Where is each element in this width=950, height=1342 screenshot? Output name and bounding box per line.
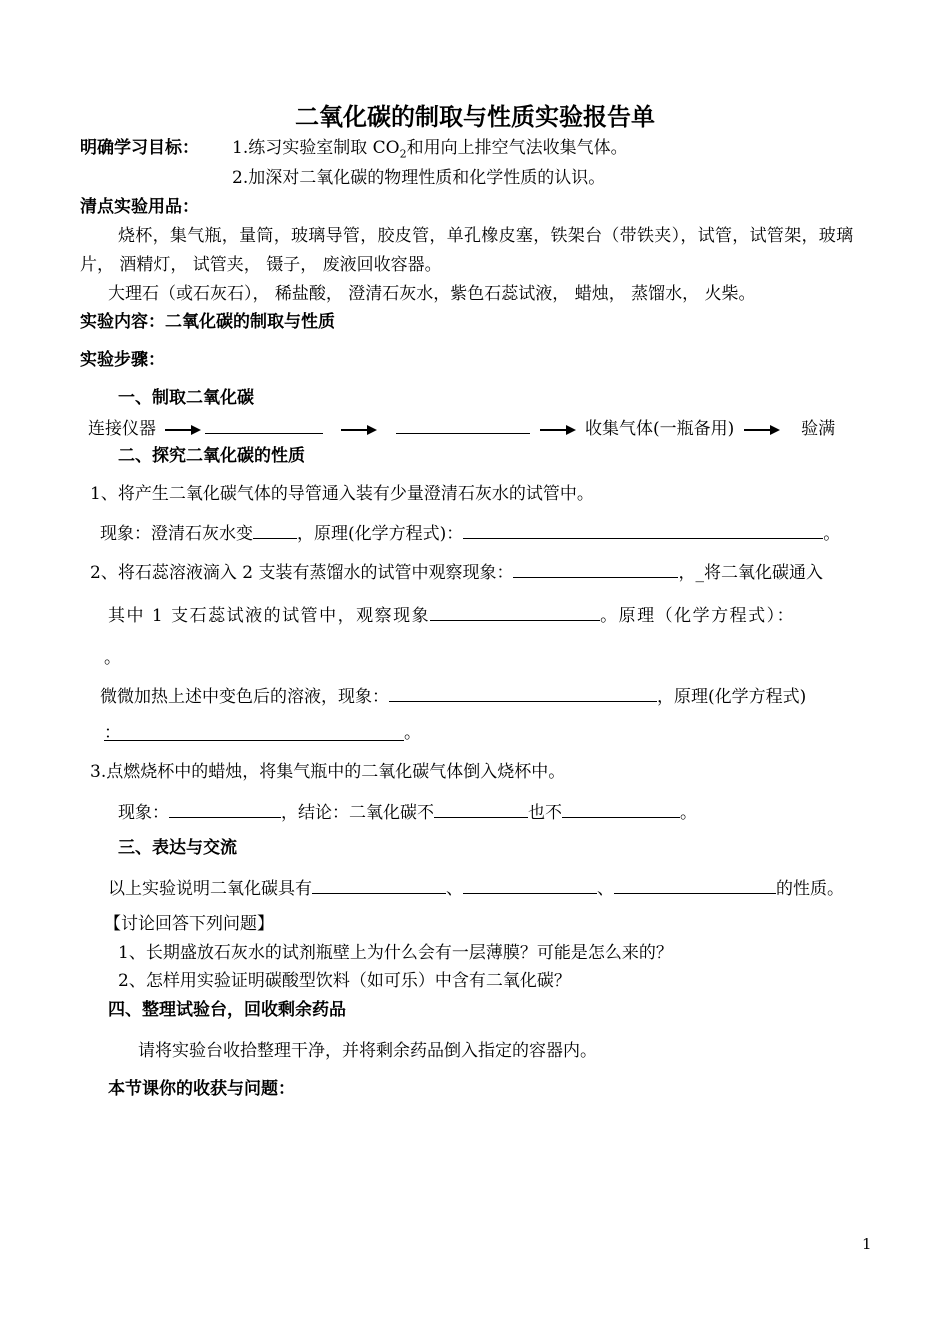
discussion-label: 【讨论回答下列问题】	[104, 914, 274, 934]
part2-q3: 3.点燃烧杯中的蜡烛，将集气瓶中的二氧化碳气体倒入烧杯中。	[90, 762, 566, 782]
part2-q3-observation	[118, 800, 697, 823]
q1-obs-a: 现象：澄清石灰水变	[100, 524, 253, 544]
q3-blank-phenomenon[interactable]	[169, 800, 281, 818]
part3-blank-2[interactable]	[463, 876, 597, 894]
part2-q1-observation	[100, 521, 840, 544]
arrow-right-icon	[744, 424, 780, 436]
flow-start: 连接仪器	[88, 419, 156, 439]
q3-obs-end: 。	[680, 803, 697, 823]
part2-q2-end: 。	[104, 648, 121, 668]
part3-blank-3[interactable]	[614, 876, 776, 894]
page-number: 1	[862, 1235, 872, 1253]
part3-line	[108, 876, 844, 899]
goals-label: 明确学习目标：	[80, 138, 199, 158]
part2-q2	[90, 560, 823, 583]
part4-heading: 四、整理试验台，回收剩余药品	[108, 1000, 346, 1020]
q3-obs-c: 也不	[528, 803, 562, 823]
gains-label: 本节课你的收获与问题：	[108, 1079, 295, 1099]
part2-q2-heat	[100, 684, 806, 707]
q2-c: 其中 1 支石蕊试液的试管中，观察现象	[108, 606, 431, 626]
arrow-right-icon	[540, 424, 576, 436]
materials-line-1: 烧杯，集气瓶，量筒，玻璃导管，胶皮管，单孔橡皮塞，铁架台（带铁夹），试管，试管架，玻璃	[118, 226, 854, 246]
part2-q2-heat-equation	[104, 723, 421, 743]
part3-sep-1: 、	[446, 879, 463, 899]
q2-heat-a: 微微加热上述中变色后的溶液，现象：	[100, 687, 389, 707]
goal-1	[232, 138, 628, 161]
part2-q2-line2	[108, 603, 795, 626]
flow-collect: 收集气体(一瓶备用)	[585, 419, 735, 439]
part3-line-a: 以上实验说明二氧化碳具有	[108, 879, 312, 899]
goal-1-subscript: 2	[399, 147, 407, 161]
q2-heat-colon: ：	[104, 723, 121, 743]
q3-blank-conclusion-1[interactable]	[434, 800, 528, 818]
discussion-q1: 1、长期盛放石灰水的试剂瓶壁上为什么会有一层薄膜？可能是怎么来的？	[118, 943, 673, 963]
q1-obs-end: 。	[823, 524, 841, 544]
content-label: 实验内容：二氧化碳的制取与性质	[80, 312, 335, 332]
flow-blank-2[interactable]	[396, 416, 530, 434]
flow-end: 验满	[801, 419, 836, 439]
q1-blank-equation[interactable]	[463, 521, 823, 539]
q2-blank-heat-equation[interactable]	[104, 723, 404, 741]
q1-obs-b: ，原理(化学方程式)：	[297, 524, 464, 544]
q2-a: 2、将石蕊溶液滴入 2 支装有蒸馏水的试管中观察现象：	[90, 563, 514, 583]
q2-blank-heat-phenomenon[interactable]	[389, 684, 657, 702]
part2-q1: 1、将产生二氧化碳气体的导管通入装有少量澄清石灰水的试管中。	[90, 484, 594, 504]
q2-heat-end: 。	[404, 723, 421, 743]
flow-blank-1[interactable]	[205, 416, 323, 434]
q2-blank-phenomenon[interactable]	[513, 560, 678, 578]
q2-heat-b: ，原理(化学方程式)	[657, 687, 807, 707]
q3-obs-b: ，结论：二氧化碳不	[281, 803, 434, 823]
arrow-right-icon	[341, 424, 377, 436]
flow-line	[88, 416, 835, 439]
goal-1-suffix: 和用向上排空气法收集气体。	[406, 138, 628, 158]
q2-b: ，_将二氧化碳通入	[678, 563, 823, 583]
discussion-q2: 2、怎样用实验证明碳酸型饮料（如可乐）中含有二氧化碳？	[118, 971, 571, 991]
materials-line-3: 大理石（或石灰石）， 稀盐酸， 澄清石灰水，紫色石蕊试液， 蜡烛， 蒸馏水， 火柴。	[108, 284, 756, 304]
q2-d: 。原理（化学方程式）：	[600, 606, 796, 626]
part4-text: 请将实验台收拾整理干净，并将剩余药品倒入指定的容器内。	[138, 1041, 597, 1061]
goal-2: 2.加深对二氧化碳的物理性质和化学性质的认识。	[232, 168, 606, 188]
q3-blank-conclusion-2[interactable]	[562, 800, 680, 818]
part3-line-end: 的性质。	[776, 879, 844, 899]
q1-blank-color[interactable]	[253, 521, 297, 539]
steps-label: 实验步骤：	[80, 350, 165, 370]
part2-heading: 二、探究二氧化碳的性质	[118, 446, 305, 466]
goal-1-prefix: 1.练习实验室制取 CO	[232, 138, 400, 158]
materials-label: 清点实验用品：	[80, 197, 199, 217]
page-title: 二氧化碳的制取与性质实验报告单	[295, 103, 655, 131]
part1-heading: 一、制取二氧化碳	[118, 388, 254, 408]
q3-obs-a: 现象：	[118, 803, 169, 823]
materials-line-2: 片， 酒精灯， 试管夹， 镊子， 废液回收容器。	[80, 255, 442, 275]
part3-sep-2: 、	[597, 879, 614, 899]
part3-blank-1[interactable]	[312, 876, 446, 894]
arrow-right-icon	[165, 424, 201, 436]
part3-heading: 三、表达与交流	[118, 838, 237, 858]
q2-blank-observe[interactable]	[430, 603, 600, 621]
